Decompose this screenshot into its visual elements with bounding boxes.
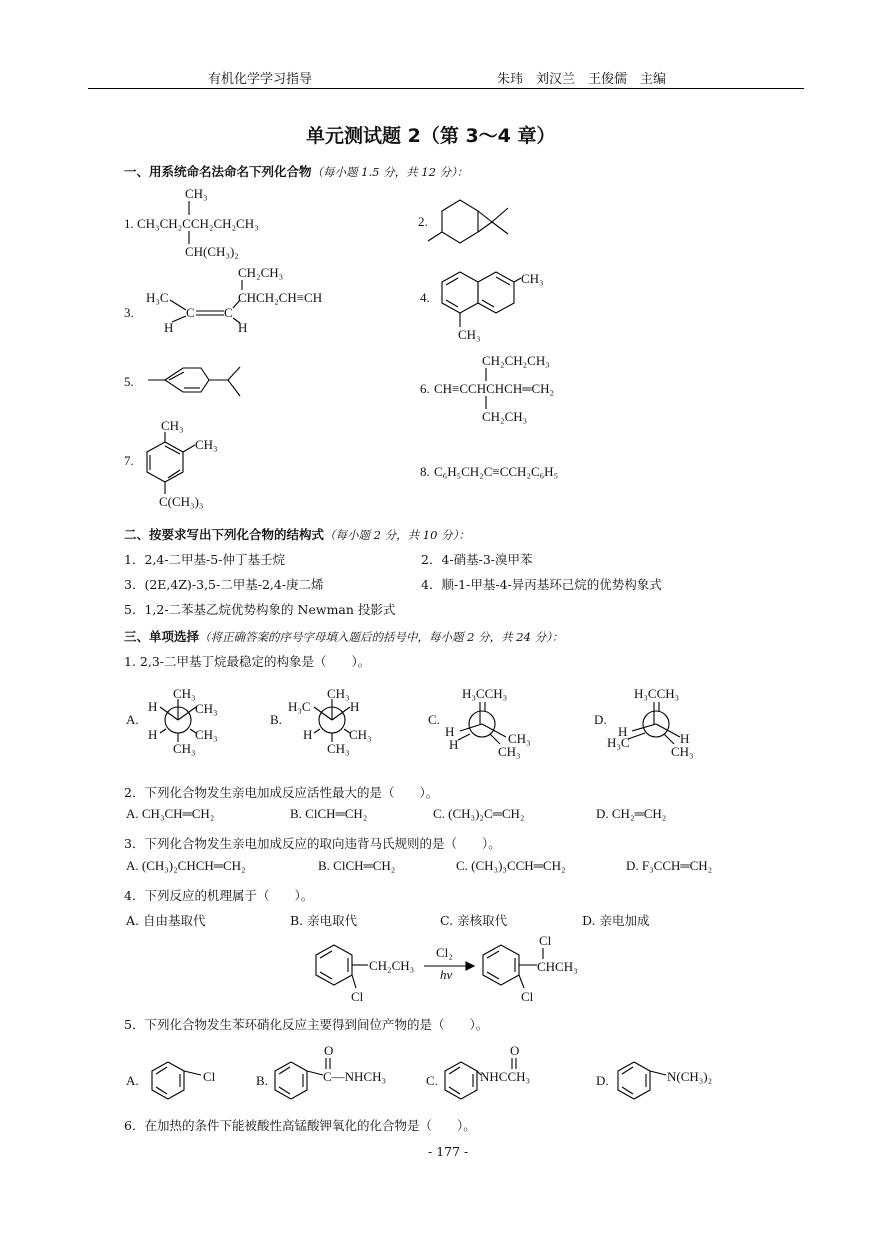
- s3-q2-opt-a: A. CH₃CH═CH₂: [126, 806, 215, 821]
- s3-q3-stem: 3．下列化合物发生亲电加成反应的取向违背马氏规则的是（ ）。: [124, 836, 501, 851]
- q5-opt-b-label: B.: [256, 1073, 268, 1088]
- s3-q4-stem: 4．下列反应的机理属于（ ）。: [124, 888, 314, 903]
- q5-c-sub: NHCCH₃: [480, 1069, 531, 1084]
- q4-condition: hv: [440, 967, 453, 982]
- s3-q3-opt-d: D. F₃CCH═CH₂: [626, 858, 713, 873]
- s3-q2-stem: 2．下列化合物发生亲电加成反应活性最大的是（ ）。: [124, 785, 439, 800]
- q1-a-ur: CH₃: [195, 701, 218, 716]
- s3-q2-opt-c: C. (CH₃)₂C═CH₂: [433, 806, 525, 821]
- s3-q3-opt-c: C. (CH₃)₃CCH═CH₂: [456, 858, 566, 873]
- q1-a-top: CH₃: [173, 686, 196, 701]
- q1-number: 1.: [124, 216, 134, 231]
- q1-main-chain: CH₃CH₂CCH₂CH₂CH₃: [137, 216, 259, 231]
- page-title: 单元测试题 2（第 3～4 章）: [306, 125, 556, 147]
- q2-number: 2.: [418, 214, 428, 229]
- q1-c-top: H₃CCH₃: [462, 686, 508, 701]
- s3-q4-opt-d: D. 亲电加成: [582, 913, 650, 928]
- q1-c-r1: CH₃: [508, 731, 531, 746]
- q5-a-sub: Cl: [203, 1069, 216, 1084]
- q5-b-sub: C—NHCH₃: [323, 1069, 387, 1084]
- q1-a-bot: CH₃: [173, 741, 196, 756]
- q5-c-oxygen: O: [510, 1043, 520, 1058]
- section3-heading: 三、单项选择（将正确答案的序号字母填入题后的括号中，每小题 2 分，共 24 分）：: [124, 629, 564, 644]
- q1-b-top: CH₃: [327, 686, 350, 701]
- q4-reactant-chain: CH₂CH₃: [369, 958, 415, 973]
- q1-d-r1: H: [680, 731, 690, 746]
- s2-item-1: 1．2,4-二甲基-5-仲丁基壬烷: [124, 552, 285, 567]
- q3-chain: CHCH₂CH≡CH: [238, 290, 323, 305]
- q1-c-l2: H: [449, 737, 459, 752]
- s2-item-2: 2．4-硝基-3-溴甲苯: [421, 552, 533, 567]
- s2-item-5: 5．1,2-二苯基乙烷优势构象的 Newman 投影式: [124, 602, 396, 617]
- q4-sub1: CH₃: [521, 271, 544, 286]
- q1-opt-d-label: D.: [594, 712, 607, 727]
- q5-d-sub: N(CH₃)₂: [667, 1069, 713, 1084]
- q1-b-ur: H: [350, 699, 360, 714]
- q1-a-ul: H: [148, 699, 158, 714]
- q5-opt-d-label: D.: [596, 1073, 609, 1088]
- q3-left-bot: H: [164, 320, 174, 335]
- q1-opt-c-label: C.: [428, 712, 440, 727]
- s2-item-4: 4．顺-1-甲基-4-异丙基环己烷的优势构象式: [421, 577, 662, 592]
- q8-formula: C₆H₅CH₂C≡CCH₂C₆H₅: [434, 464, 559, 479]
- q1-a-ll: H: [148, 727, 158, 742]
- q1-d-l2: H₃C: [607, 735, 630, 750]
- q1-c-l1: H: [445, 724, 455, 739]
- s3-q3-opt-a: A. (CH₃)₂CHCH═CH₂: [126, 858, 246, 873]
- q1-b-ll: H: [303, 727, 313, 742]
- q1-d-l1: H: [618, 724, 628, 739]
- q1-opt-a-label: A.: [126, 712, 139, 727]
- s2-item-3: 3．(2E,4Z)-3,5-二甲基-2,4-庚二烯: [124, 577, 324, 592]
- q3-c1: C: [186, 305, 195, 320]
- q6-main-chain: CH≡CCHCHCH═CH₂: [434, 381, 555, 396]
- s3-q3-opt-b: B. ClCH═CH₂: [318, 858, 396, 873]
- q4-number: 4.: [420, 290, 430, 305]
- q1-opt-b-label: B.: [270, 712, 282, 727]
- q4-product-top: Cl: [539, 933, 552, 948]
- q1-d-top: H₃CCH₃: [634, 686, 680, 701]
- q4-sub2: CH₃: [458, 327, 481, 342]
- q1-top-sub: CH₃: [185, 186, 208, 201]
- section1-heading: 一、用系统命名法命名下列化合物（每小题 1.5 分，共 12 分）：: [124, 164, 469, 179]
- q7-number: 7.: [124, 453, 134, 468]
- s3-q6-stem: 6．在加热的条件下能被酸性高锰酸钾氧化的化合物是（ ）。: [124, 1118, 476, 1133]
- q4-product-chain: CHCH₃: [537, 959, 578, 974]
- q3-top-sub: CH₂CH₃: [238, 265, 284, 280]
- q8-number: 8.: [420, 464, 430, 479]
- q1-d-r2: CH₃: [671, 744, 694, 759]
- q6-top-sub: CH₂CH₂CH₃: [482, 353, 550, 368]
- q1-b-lr: CH₃: [349, 727, 372, 742]
- q4-reactant-cl: Cl: [351, 989, 364, 1004]
- q3-left-top: H₃C: [146, 290, 169, 305]
- q1-bottom-sub: CH(CH₃)₂: [185, 244, 239, 259]
- q7-sub1: CH₃: [161, 418, 184, 433]
- s3-q5-stem: 5．下列化合物发生苯环硝化反应主要得到间位产物的是（ ）。: [124, 1017, 489, 1032]
- q6-number: 6.: [420, 381, 430, 396]
- q5-opt-a-label: A.: [126, 1073, 139, 1088]
- q1-a-lr: CH₃: [195, 727, 218, 742]
- s3-q4-opt-a: A. 自由基取代: [126, 913, 206, 928]
- s3-q2-opt-d: D. CH₂═CH₂: [596, 806, 667, 821]
- q4-product-cl: Cl: [521, 989, 534, 1004]
- q3-c2: C: [224, 305, 233, 320]
- q4-reagent: Cl₂: [436, 945, 453, 960]
- q5-number: 5.: [124, 374, 134, 389]
- s3-q4-opt-b: B. 亲电取代: [290, 913, 358, 928]
- book-title: 有机化学学习指导: [208, 72, 313, 87]
- q3-number: 3.: [124, 305, 134, 320]
- q7-sub3: C(CH₃)₃: [159, 494, 204, 509]
- s3-q2-opt-b: B. ClCH═CH₂: [290, 806, 368, 821]
- q7-sub2: CH₃: [195, 437, 218, 452]
- q3-right-bot: H: [238, 320, 248, 335]
- q1-b-bot: CH₃: [327, 741, 350, 756]
- section2-heading: 二、按要求写出下列化合物的结构式（每小题 2 分，共 10 分）：: [124, 527, 470, 542]
- editors: 朱玮 刘汉兰 王俊儒 主编: [497, 72, 667, 87]
- s3-q4-opt-c: C. 亲核取代: [440, 913, 508, 928]
- q1-b-ul: H₃C: [288, 699, 311, 714]
- q5-b-oxygen: O: [324, 1043, 334, 1058]
- q6-bottom-sub: CH₂CH₃: [482, 409, 528, 424]
- page-number: - 177 -: [428, 1144, 469, 1159]
- s3-q1-stem: 1. 2,3-二甲基丁烷最稳定的构象是（ ）。: [124, 654, 371, 669]
- q1-c-r2: CH₃: [498, 744, 521, 759]
- q5-opt-c-label: C.: [426, 1073, 438, 1088]
